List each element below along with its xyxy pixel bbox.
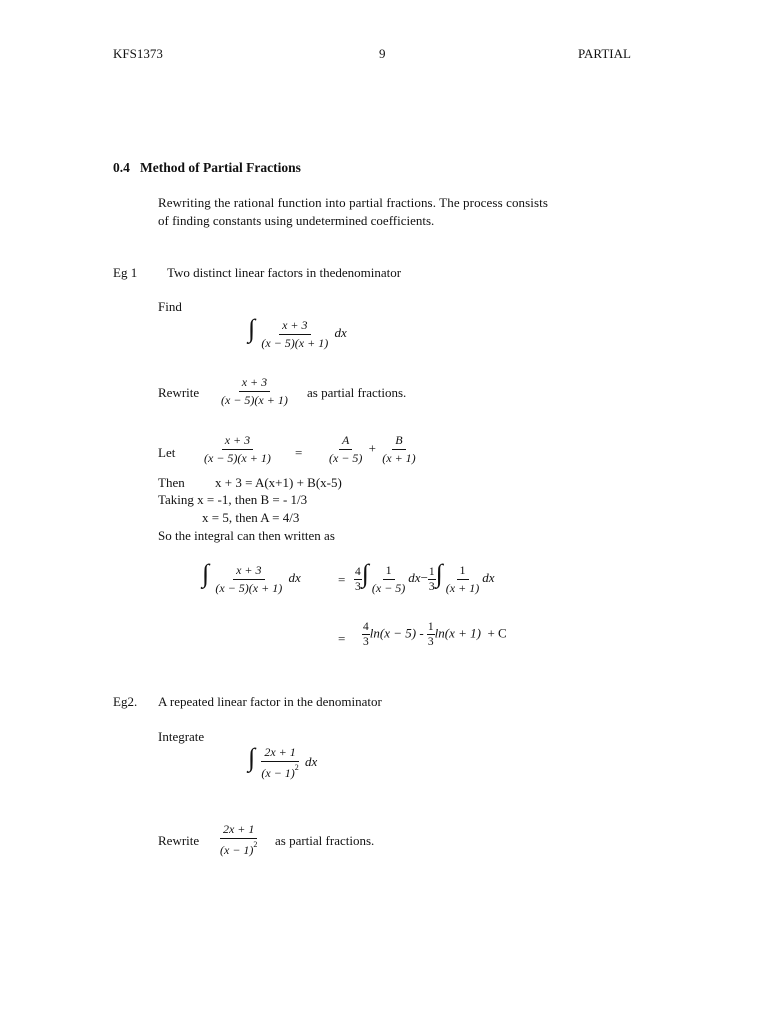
coef-4: 4 <box>355 565 361 578</box>
one-b: 1 <box>457 563 469 580</box>
den-b: (x + 1) <box>382 451 416 465</box>
eg2-power: 2 <box>294 763 299 773</box>
result-denominator: (x − 5)(x + 1) <box>215 580 283 595</box>
eg2-rewrite-label: Rewrite <box>158 833 200 848</box>
plus-c: + C <box>487 625 507 641</box>
eg2-integral: ∫ $\frac{2x + 1}{(x - 1)^2}$ dx <box>248 743 318 781</box>
coef-1: 1 <box>428 565 435 578</box>
eg1-rewrite-suffix: as partial fractions. <box>307 385 407 400</box>
eg1-then-equation: x + 3 = A(x+1) + B(x-5) <box>215 475 342 490</box>
eg2-numerator: 2x + 1 <box>261 745 298 762</box>
ln-x-minus-5: ln(x − 5) <box>369 625 417 641</box>
dx: dx <box>334 325 347 340</box>
section-number: 0.4 <box>113 160 130 175</box>
plus-sign: + <box>368 440 377 456</box>
eg2-rewrite-fraction <box>217 822 260 858</box>
eg2-rewrite-power: 2 <box>253 840 258 849</box>
den-x-minus-5: (x − 5) <box>371 580 406 595</box>
eg1-result-rhs: $\frac{4}{3}$ ∫ $\frac{1}{(x - 5)}$ dx− $\frac{1}{3}$ ∫ $\frac{1}{(x + 1)}$ dx <box>355 559 495 595</box>
eg1-integrand <box>258 318 331 351</box>
eg1-let-lhs <box>201 433 274 466</box>
dx-a: dx <box>408 570 421 585</box>
page-number: 9 <box>379 46 386 61</box>
eg1-label: Eg 1 <box>113 265 138 280</box>
eg2-heading: A repeated linear factor in the denominator <box>158 694 382 709</box>
eg1-rewrite-label: Rewrite <box>158 385 200 400</box>
eg1-find: Find <box>158 299 182 314</box>
eg1-let-label: Let <box>158 445 176 460</box>
eg1-so: So the integral can then written as <box>158 528 335 543</box>
dx-b: dx <box>482 570 495 585</box>
coef-3: 3 <box>355 580 361 593</box>
eg1-taking: Taking x = -1, then B = - 1/3 <box>158 492 308 507</box>
result-numerator: x + 3 <box>233 563 264 580</box>
intro-line-1: Rewriting the rational function into partial fractions. The process consists <box>158 195 549 210</box>
eg1-then-label: Then <box>158 475 185 490</box>
let-numerator: x + 3 <box>222 433 253 450</box>
rewrite-numerator: x + 3 <box>239 375 270 392</box>
integral-sign: ∫ <box>248 314 256 343</box>
eg1-result-equals: = <box>338 572 346 587</box>
eg2-rewrite-numerator: 2x + 1 <box>220 822 257 839</box>
den-a: (x − 5) <box>329 451 363 465</box>
eg1-final-rhs <box>362 621 507 648</box>
final-coef-1: 1 <box>427 621 434 633</box>
integrand-denominator: (x − 5)(x + 1) <box>261 335 329 350</box>
eg1-integral <box>248 316 347 351</box>
intro-line-2: of finding constants using undetermined coefficients. <box>158 213 435 228</box>
eg2-integrate: Integrate <box>158 729 205 744</box>
rewrite-denominator: (x − 5)(x + 1) <box>221 393 288 407</box>
minus-sign: − <box>420 570 428 585</box>
section-heading <box>113 160 301 176</box>
integrand-numerator: x + 3 <box>279 318 310 335</box>
eg2-rewrite-denominator: (x − 1) <box>220 843 254 857</box>
eg1-x5: x = 5, then A = 4/3 <box>202 510 300 525</box>
eg1-result-lhs: ∫ $\frac{x + 3}{(x - 5)(x + 1)}$ dx <box>202 559 301 595</box>
eg2-rewrite-suffix: as partial fractions. <box>275 833 375 848</box>
section-title: Method of Partial Fractions <box>140 160 301 175</box>
final-coef-3b: 3 <box>427 636 434 648</box>
const-b: B <box>392 433 405 450</box>
den-x-plus-1: (x + 1) <box>445 580 480 595</box>
eg2-label: Eg2. <box>113 694 138 709</box>
let-denominator: (x − 5)(x + 1) <box>204 451 271 465</box>
final-coef-4: 4 <box>363 621 369 633</box>
course-code: KFS1373 <box>113 46 163 61</box>
eg1-let-equals: = <box>295 445 303 460</box>
dash: - <box>419 625 424 641</box>
eg1-heading: Two distinct linear factors in thedenominator <box>167 265 402 280</box>
eg1-let-rhs <box>326 433 419 466</box>
eg1-rewrite-fraction <box>218 375 291 408</box>
eg2-denominator: (x − 1) <box>261 766 295 781</box>
result-dx: dx <box>288 570 301 585</box>
eg2-dx: dx <box>305 754 318 769</box>
coef-3b: 3 <box>428 580 435 593</box>
eg1-final-equals: = <box>338 631 346 646</box>
final-coef-3: 3 <box>363 636 369 648</box>
one-a: 1 <box>383 563 395 580</box>
const-a: A <box>339 433 352 450</box>
ln-x-plus-1: ln(x + 1) <box>434 625 481 641</box>
header-title: PARTIAL <box>578 46 631 61</box>
